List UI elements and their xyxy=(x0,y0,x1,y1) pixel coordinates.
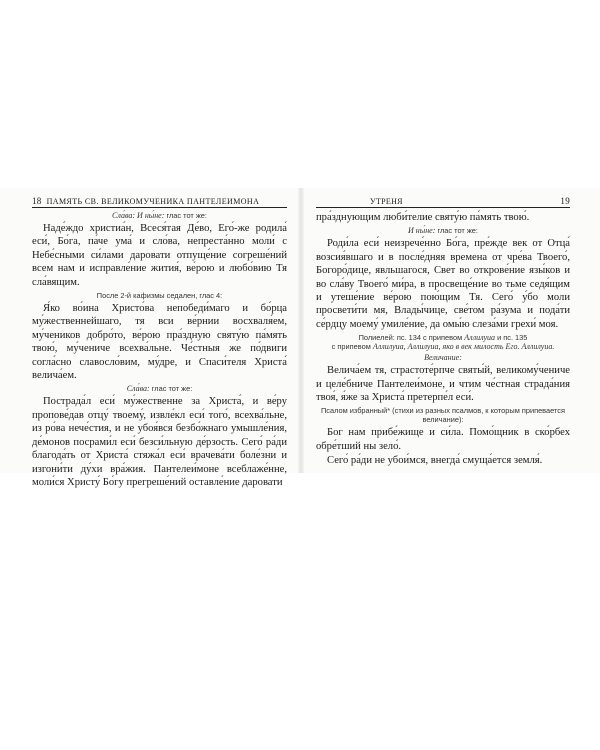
rubric-italic: Сла́ва: И ны́не: xyxy=(112,211,165,220)
right-running-title: УТРЕНЯ xyxy=(370,197,403,206)
rubric-slava-i-nyne xyxy=(32,211,287,220)
hymn-continuation: пра́зднующим люби́телие святу́ю па́мять твою́. xyxy=(316,212,530,223)
rubric-italic: Величание: xyxy=(424,353,462,363)
left-page-number: 18 xyxy=(32,196,42,206)
hymn-paragraph: Роди́ла еси́ неизрече́нно Бо́га, пре́жде век от Отца́ возсия́вшаго и в после́дняя времена от чре́ва Твоего́, Богоро́дице, явльшагося, Свет во открове́ние язы́ков и во сла́ву Твоего́ ми́ра, в просвеще́ние во тьме седя́щим и утеше́ние ве́рою пою́щим Тя. Сего́ у́бо моли просвети́ти мя, Влады́чице, све́том ра́зума и пода́ти се́рдцу моему́ умиле́ние, да омы́ю слеза́ми грехи́ моя. xyxy=(316,238,570,330)
right-page xyxy=(316,196,570,469)
rubric-slava xyxy=(32,384,287,393)
rubric-plain: и пс. 135 xyxy=(495,333,528,343)
hymn-paragraph: Я́ко во́ина Христо́ва непобеди́маго и бо́рца му́жественнейшаго, тя вси ве́рнии восхваля́ем, му́чеников добро́то, ве́рою пра́здную святу́ю па́мять твою́, му́чениче всехва́льне. Че́стныя же по́двиги согла́сно славосло́вим, му́дре, и Спаси́теля Христа́ велича́ем. xyxy=(32,303,287,382)
rubric-psalom: Псалом избранный* (стихи из разных псалмов, к которым припевается величание): xyxy=(321,406,565,425)
rubric-italic: И ны́не: xyxy=(408,226,436,236)
hymn-paragraph: Велича́ем тя, страстоте́рпче святы́й, великому́чениче и целе́бниче Пантелеи́моне, и чтим че́стная страда́ния твоя́, я́же за Христа́ претерпе́л еси́. xyxy=(316,365,570,404)
left-page xyxy=(32,196,287,490)
book-gutter xyxy=(298,188,304,473)
rubric-sedalen: После 2-й кафизмы седален, глас 4: xyxy=(96,291,223,301)
rubric-italic: Аллилуиа xyxy=(464,333,496,343)
rubric-italic: Сла́ва: xyxy=(126,384,150,394)
rubric-plain: Полиелей: пс. 134 с припевом xyxy=(358,333,465,343)
rubric-polieley xyxy=(316,333,570,351)
hymn-paragraph: Наде́ждо христиа́н, Всеся́тая Де́во, Его́-же родила́ еси́, Бо́га, па́че ума́ и сло́ва, непреста́нно моли́ с Небе́сными си́лами даровати отпуще́ние согреше́ний всем нам и исправле́ние жития́, ве́рою и любо́вию Тя сла́вящим. xyxy=(32,223,287,288)
left-running-title: ПАМЯТЬ СВ. ВЕЛИКОМУЧЕНИКА ПАНТЕЛЕИМОНА xyxy=(46,197,260,206)
rubric-i-nyne xyxy=(316,226,570,235)
rubric-plain: глас тот же: xyxy=(164,211,207,220)
rubric-plain: глас тот же: xyxy=(149,384,193,394)
hymn-paragraph: Пострада́л еси́ му́жественне за Христа́, и ве́ру пропове́дав отцу́ твоему́, извле́кл еси́ того́, всехва́льне, из ро́ва нече́стия, и не убоя́вся безбо́жнаго умышле́ния, де́монов посрами́л еси́ безси́льную де́рзость. Сего́ ра́ди благода́ть от Христа́ стяжа́л еси́ врачева́ти боле́зни и изгони́ти ду́хи вра́жия. Пантелеи́моне всеблаже́нне, моли́ся Христу́ Бо́гу прегреше́ний оставле́ние даровати xyxy=(32,396,287,488)
rubric-italic: Аллилуиа, Аллилуиа, яко в век милость Его. Аллилуиа. xyxy=(372,342,555,352)
rubric-velichanie xyxy=(316,353,570,362)
left-page-header xyxy=(32,196,287,208)
psalm-verse: Сего́ ра́ди не убои́мся, внегда́ смуща́ется земля́. xyxy=(327,455,543,467)
rubric-plain: глас тот же: xyxy=(435,226,478,236)
psalm-verse: Бог нам прибе́жище и си́ла. Помо́щник в ско́рбех обре́тший ны зело́. xyxy=(316,427,570,452)
right-page-number: 19 xyxy=(560,196,570,206)
rubric-plain: с припевом xyxy=(331,342,373,352)
right-page-header xyxy=(316,196,570,208)
